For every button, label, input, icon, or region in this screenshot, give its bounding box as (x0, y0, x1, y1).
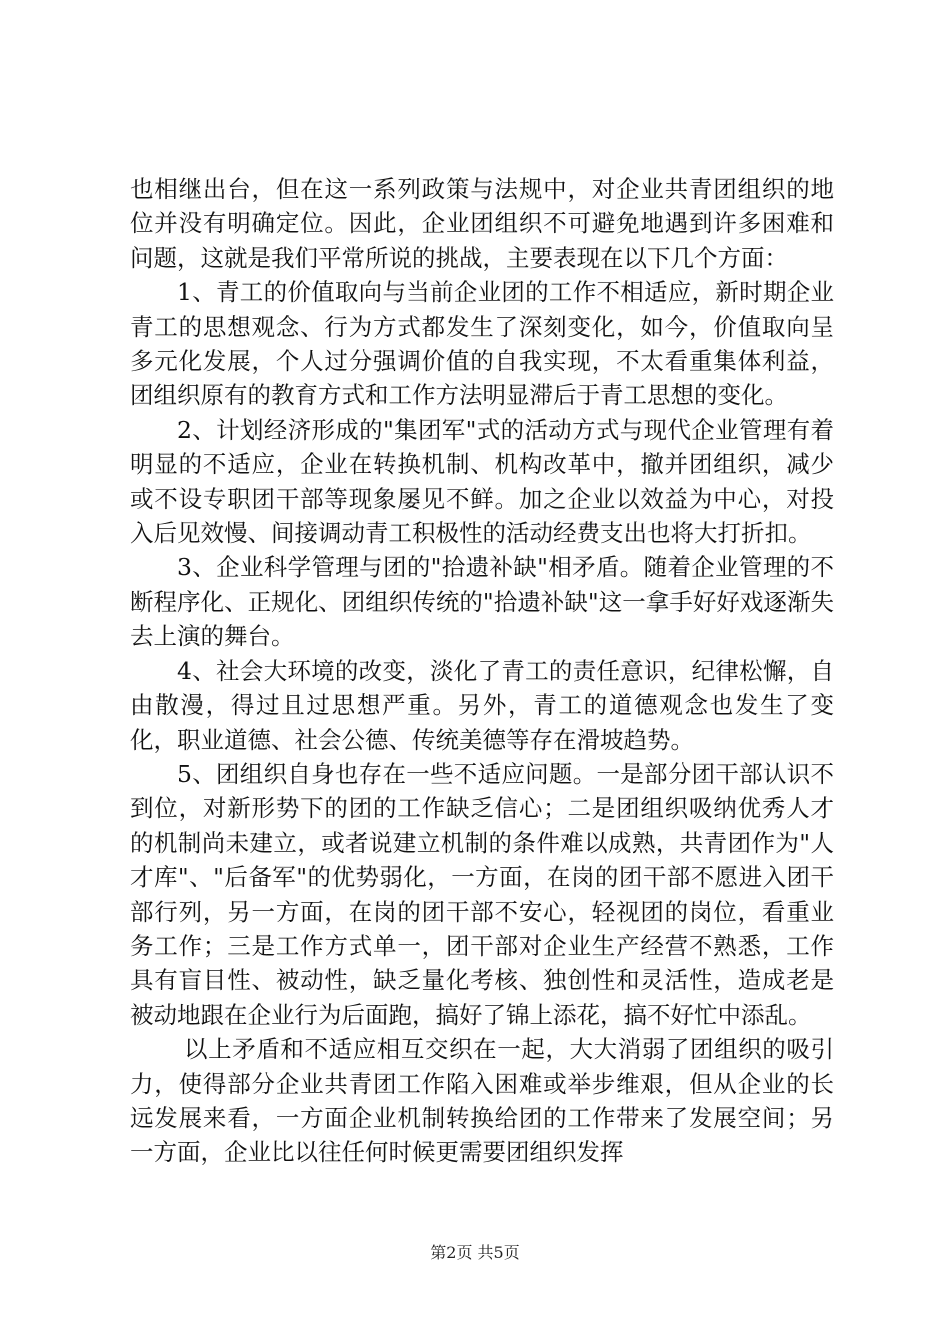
paragraph-continuation: 也相继出台，但在这一系列政策与法规中，对企业共青团组织的地位并没有明确定位。因此，企业团组织不可避免地遇到许多困难和问题，这就是我们平常所说的挑战，主要表现在以下几个方面： (130, 175, 834, 272)
page-number-footer: 第2页 共5页 (430, 1243, 520, 1262)
paragraph-item-5: 5、团组织自身也存在一些不适应问题。一是部分团干部认识不到位，对新形势下的团的工作缺乏信心；二是团组织吸纳优秀人才的机制尚未建立，或者说建立机制的条件难以成熟，共青团作为"人才库"、"后备军"的优势弱化，一方面，在岗的团干部不愿进入团干部行列，另一方面，在岗的团干部不安心，轻视团的岗位，看重业务工作；三是工作方式单一，团干部对企业生产经营不熟悉，工作具有盲目性、被动性，缺乏量化考核、独创性和灵活性，造成老是被动地跟在企业行为后面跑，搞好了锦上添花，搞不好忙中添乱。 (130, 759, 834, 1029)
paragraph-summary: 以上矛盾和不适应相互交织在一起，大大消弱了团组织的吸引力，使得部分企业共青团工作陷入困难或举步维艰，但从企业的长远发展来看，一方面企业机制转换给团的工作带来了发展空间；另一方面，企业比以往任何时候更需要团组织发挥 (130, 1035, 834, 1167)
document-body (130, 172, 834, 1170)
paragraph-item-2: 2、计划经济形成的"集团军"式的活动方式与现代企业管理有着明显的不适应，企业在转换机制、机构改革中，撤并团组织，减少或不设专职团干部等现象屡见不鲜。加之企业以效益为中心，对投入后见效慢、间接调动青工积极性的活动经费支出也将大打折扣。 (130, 415, 834, 548)
paragraph-item-1: 1、青工的价值取向与当前企业团的工作不相适应，新时期企业青工的思想观念、行为方式都发生了深刻变化，如今，价值取向呈多元化发展，个人过分强调价值的自我实现，不太看重集体利益，团组织原有的教育方式和工作方法明显滞后于青工思想的变化。 (130, 278, 834, 410)
paragraph-item-4: 4、社会大环境的改变，淡化了青工的责任意识，纪律松懈，自由散漫，得过且过思想严重。另外，青工的道德观念也发生了变化，职业道德、社会公德、传统美德等存在滑坡趋势。 (130, 656, 834, 754)
paragraph-item-3: 3、企业科学管理与团的"拾遗补缺"相矛盾。随着企业管理的不断程序化、正规化、团组织传统的"拾遗补缺"这一拿手好好戏逐渐失去上演的舞台。 (130, 553, 834, 651)
